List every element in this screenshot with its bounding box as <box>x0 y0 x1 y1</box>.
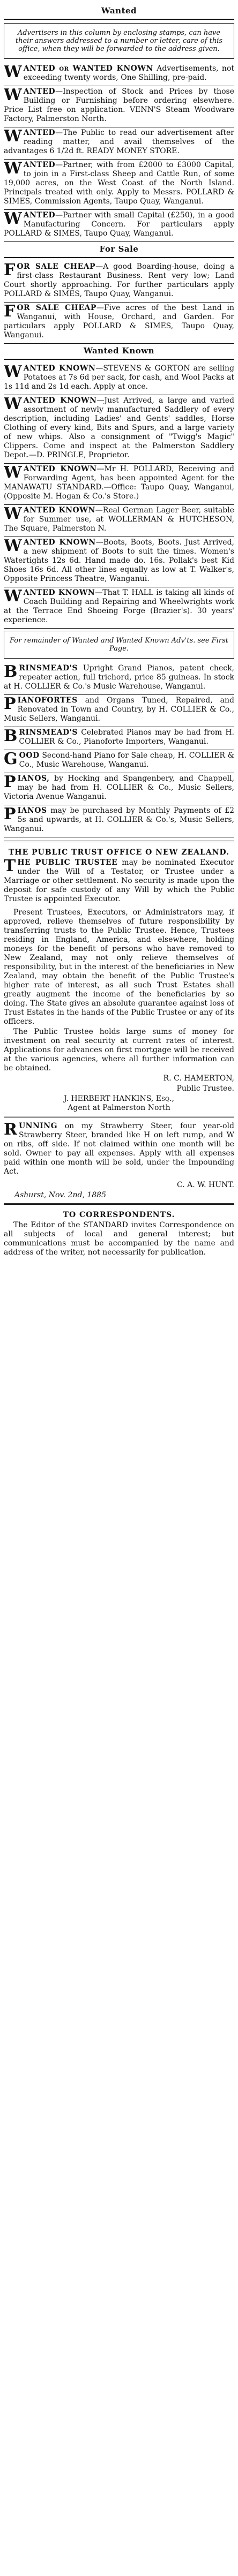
ad-text: —STEVENS & GORTON are selling Potatoes at 7s 6d per sack, for cash, and Wool Packs at 1s 11d and 2s 1d each. Apply at once. <box>4 364 234 391</box>
classified-ad <box>4 160 234 210</box>
ad-text: Second-hand Piano for Sale cheap, H. COLLIER & Co., Music Warehouse, Wanganui. <box>19 751 234 769</box>
for-sale-ads <box>4 261 234 344</box>
ad-text: —Five acres of the best Land in Wanganui, with House, Orchard, and Garden. For particulars apply POLLARD & SIMES, Taupo Quay, Wanganui. <box>4 304 234 339</box>
classified-ad <box>4 127 234 160</box>
correspondents-notice <box>4 1210 234 1257</box>
ad-text: —A good Boarding-house, doing a first-class Restaurant Business. Rent very low; Land Court shortly approaching. For further particulars apply POLLARD & SIMES, Taupo Quay, Wanganui. <box>4 262 234 298</box>
section-heading-wanted-known: Wanted Known <box>4 344 234 360</box>
top-notice-box <box>4 23 234 59</box>
ad-text: —Real German Lager Beer, suitable for Summer use, at WOLLERMAN & HUTCHESON, The Square, Palmerston N. <box>4 506 234 533</box>
ad-text: may be purchased by Monthly Payments of £2 5s and upwards, at H. COLLIER & Co.'s, Music Sellers, Wanganui. <box>4 806 234 833</box>
ad-lead: ANTED KNOWN <box>23 364 96 373</box>
drop-cap: T <box>4 857 16 875</box>
ad-text: and Organs Tuned, Repaired, and Renovated in Town and Country, by H. COLLIER & Co., Music Sellers, Wanganui. <box>4 696 234 723</box>
classified-ad <box>4 537 234 587</box>
drop-cap: P <box>4 805 16 824</box>
drop-cap: F <box>4 261 16 279</box>
section-divider <box>4 1116 234 1117</box>
piano-ads <box>4 663 234 837</box>
public-trust-heading: THE PUBLIC TRUST OFFICE O NEW ZEALAND. <box>8 848 230 857</box>
top-notice: Advertisers in this column by enclosing stamps, can have their answers addressed to a number or letter, care of this office, when they will be forwarded to the address given. <box>15 29 223 53</box>
drop-cap: W <box>4 537 22 555</box>
ad-text: —Just Arrived, a large and varied assortment of newly manufactured Saddlery of every description, including Ladies' and Gents' saddles, Horse Clothing of every kind, Bits and Spurs, and a large variety of new whips. Also a consignment of "Twigg's Magic" Clippers. Come and inspect at the Palmerston Saddlery Depot.—D. PRINGLE, Proprietor. <box>4 396 234 459</box>
correspondents-heading: TO CORRESPONDENTS. <box>63 1211 175 1219</box>
section-divider <box>4 841 234 842</box>
remainder-notice: For remainder of Wanted and Wanted Known Adv'ts. see First Page. <box>10 637 228 653</box>
trust-signature-name: R. C. HAMERTON, <box>163 1074 234 1083</box>
classified-ad <box>4 587 234 629</box>
ad-text: on my Strawberry Steer, four year-old Strawberry Steer, branded like H on left rump, and W on ribs, off side. If not claimed within one month will be sold. Owner to pay all expenses. Apply with all expenses paid within one month will be sold, under the Impounding Act. <box>4 1122 234 1176</box>
drop-cap: B <box>4 662 18 681</box>
classified-ad <box>4 363 234 395</box>
classified-ad <box>4 464 234 505</box>
drop-cap: R <box>4 1120 17 1139</box>
trust-paragraph: may be nominated Executor under the Will of a Testator, or Trustee under a Marriage or other settlement. No security is made upon the deposit for safe custody of any Will by which the Public Trustee is appointed Executor. <box>4 858 234 903</box>
public-trust-intro <box>4 857 234 907</box>
ad-lead: ANTED KNOWN <box>23 506 95 515</box>
ad-lead: OR SALE CHEAP <box>17 262 96 271</box>
ad-lead: IANOFORTES <box>17 696 78 705</box>
ad-text: —Boots, Boots, Boots. Just Arrived, a new shipment of Boots to suit the times. Women's Watertights 12s 6d. Hand made do. 16s. Pollak's best Kid Shoes 16s 6d. All other lines equally as low at T. Walker's, Opposite Princess Theatre, Wanganui. <box>4 538 234 583</box>
advertising-column <box>4 4 234 1258</box>
classified-ad <box>4 773 234 805</box>
drop-cap: F <box>4 302 16 321</box>
drop-cap: W <box>4 362 22 381</box>
section-heading-for-sale: For Sale <box>4 242 234 258</box>
classified-ad <box>4 727 234 750</box>
ad-lead: ANTED KNOWN <box>23 538 96 547</box>
wanted-known-ads <box>4 363 234 629</box>
trust-agent-place: Agent at Palmerston North <box>68 1104 170 1112</box>
ad-lead: IANOS <box>17 806 47 815</box>
ad-text: —Mr H. POLLARD, Receiving and Forwarding Agent, has been appointed Agent for the MANAWATU STANDARD.—Office: Taupo Quay, Wanganui, (Opposite M. Hogan & Co.'s Store.) <box>4 465 234 501</box>
classified-ad <box>4 750 234 773</box>
drop-cap: W <box>4 395 22 413</box>
ad-text: Upright Grand Pianos, patent check, repeater action, full trichord, price 85 guineas. In stock at H. COLLIER & Co.'s Music Warehouse, Wanganui. <box>4 664 234 691</box>
classified-ad <box>4 505 234 537</box>
drop-cap: W <box>4 86 22 104</box>
classified-ad <box>4 395 234 464</box>
classified-ad <box>4 663 234 695</box>
ad-lead: ANTED <box>23 129 56 137</box>
classified-ad <box>4 86 234 127</box>
ad-lead: ANTED KNOWN <box>23 465 97 473</box>
ad-lead: HE PUBLIC TRUSTEE <box>17 858 118 867</box>
drop-cap: W <box>4 504 22 523</box>
ad-lead: IANOS, <box>17 774 50 783</box>
remainder-notice-box <box>4 631 234 659</box>
drop-cap: W <box>4 587 22 606</box>
ad-lead: ANTED <box>23 161 56 169</box>
ad-lead: RINSMEAD'S <box>19 664 78 673</box>
trust-paragraph: Present Trustees, Executors, or Administrators may, if approved, relieve themselves of future responsibility by transferring trusts to the Public Trustee. Hence, Trustees residing in England, America, and elsewhere, holding moneys for the benefit of persons who have removed to New Zealand, may not only relieve themselves of responsibility, but in the interest of the beneficiaries in New Zealand, may obtain the benefit of the Public Trustee's higher rate of interest, as all such Trust Estates shall greatly augment the income of the beneficiaries by so doing. The State gives an absolute guarantee against loss of Trust Estates in the hands of the Public Trustee or any of its officers. <box>4 908 234 1026</box>
newspaper-page <box>4 4 234 2569</box>
wanted-ads <box>4 63 234 242</box>
ad-lead: ANTED or WANTED KNOWN <box>23 64 153 73</box>
stray-notice <box>4 1121 234 1200</box>
drop-cap: P <box>4 773 16 791</box>
drop-cap: G <box>4 750 18 768</box>
drop-cap: W <box>4 127 22 146</box>
classified-ad <box>4 261 234 303</box>
stray-signature: C. A. W. HUNT. <box>177 1181 234 1189</box>
ad-lead: ANTED <box>23 211 56 220</box>
classified-ad <box>4 210 234 242</box>
trust-signature-title: Public Trustee. <box>176 1084 234 1093</box>
section-heading-wanted: Wanted <box>4 4 234 20</box>
correspondents-text: The Editor of the STANDARD invites Correspondence on all subjects of local and general interest; but communications must be accompanied by the name and address of the writer, not necessarily for publication. <box>4 1221 234 1257</box>
ad-text: Advertisements, not exceeding twenty words, One Shilling, pre-paid. <box>23 64 234 82</box>
drop-cap: W <box>4 63 22 81</box>
drop-cap: W <box>4 159 22 178</box>
ad-text: —Partner, with from £2000 to £3000 Capital, to join in a First-class Sheep and Cattle Run, of some 19,000 acres, on the West Coast of the North Island. Principals treated with only. Apply to Messrs. POLLARD & SIMES, Commission Agents, Taupo Quay, Wanganui. <box>4 161 234 206</box>
ad-lead: RINSMEAD'S <box>19 728 78 737</box>
classified-ad <box>4 805 234 837</box>
ad-lead: UNNING <box>18 1122 58 1130</box>
section-divider <box>4 1203 234 1205</box>
ad-text: by Hocking and Spangenbery, and Chappell, may be had from H. COLLIER & Co., Music Sellers, Victoria Avenue Wanganui. <box>4 774 234 801</box>
classified-ad <box>4 63 234 86</box>
drop-cap: B <box>4 727 18 745</box>
trust-agent: J. HERBERT HANKINS, Esq., <box>64 1094 174 1103</box>
ad-text: —Inspection of Stock and Prices by those Building or Furnishing before ordering elsewhere. Price List free on application. VENN'S Steam Woodware Factory, Palmerston North. <box>4 87 234 123</box>
ad-text: —The Public to read our advertisement after reading matter, and avail themselves of the advantages 6 1/2d ft. READY MONEY STORE. <box>4 129 234 155</box>
public-trust-notice <box>4 848 234 1113</box>
ad-lead: OR SALE CHEAP <box>17 304 96 312</box>
drop-cap: W <box>4 463 22 482</box>
ad-text: —That T. HALL is taking all kinds of Coach Building and Repairing and Wheelwrights work at the Terrace End Shoeing Forge (Brazier's). 30 years' experience. <box>4 588 234 624</box>
ad-text: Celebrated Pianos may be had from H. COLLIER & Co., Pianoforte Importers, Wanganui. <box>19 728 234 746</box>
classified-ad <box>4 695 234 727</box>
stray-place-date: Ashurst, Nov. 2nd, 1885 <box>14 1191 106 1199</box>
drop-cap: W <box>4 209 22 228</box>
stray-ad <box>4 1121 234 1180</box>
ad-text: —Partner with small Capital (£250), in a good Manufacturing Concern. For particulars apply POLLARD & SIMES, Taupo Quay, Wanganui. <box>4 211 234 238</box>
classified-ad <box>4 303 234 344</box>
ad-lead: ANTED KNOWN <box>23 588 95 597</box>
ad-lead: ANTED KNOWN <box>23 396 97 405</box>
ad-lead: OOD <box>19 751 40 760</box>
trust-paragraph: The Public Trustee holds large sums of money for investment on real security at current rates of interest. Applications for advances on first mortgage will be received at the various agencies, where all further information can be obtained. <box>4 1028 234 1072</box>
ad-lead: ANTED <box>23 87 56 96</box>
drop-cap: P <box>4 694 16 713</box>
